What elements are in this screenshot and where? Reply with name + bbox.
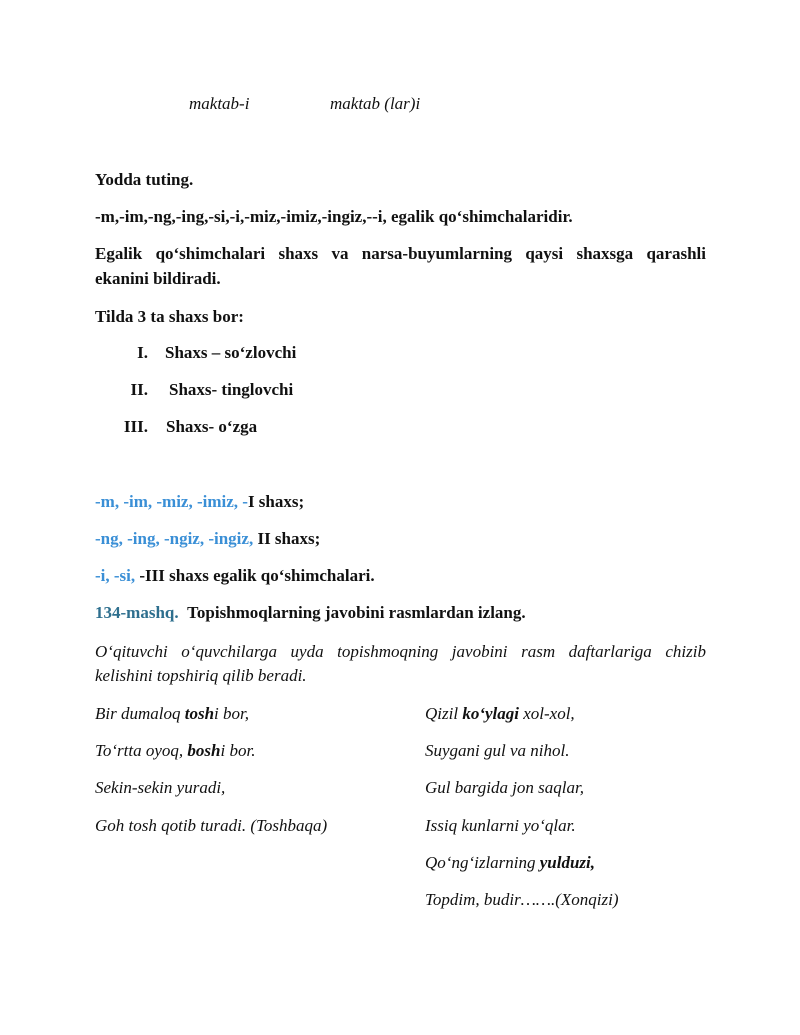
- person-number: III.: [123, 417, 148, 436]
- rule-suffixes-line: -m,-im,-ng,-ing,-si,-i,-miz,-imiz,-ingiz,--i, egalik qo‘shimchalaridir.: [95, 207, 573, 226]
- suffix-label: I shaxs;: [247, 492, 305, 511]
- persons-intro: Tilda 3 ta shaxs bor:: [95, 307, 244, 326]
- example-plural: maktab (lar)i: [330, 94, 421, 113]
- rule-description-line2: ekanini bildiradi.: [95, 269, 221, 288]
- keyword: ko‘ylagi: [462, 704, 519, 723]
- example-singular: maktab-i: [189, 94, 250, 113]
- person-text: Shaxs- o‘zga: [166, 417, 258, 436]
- suffix-label: II shaxs;: [253, 529, 321, 548]
- exercise-heading: [95, 602, 526, 624]
- rule-description-line1: Egalik qo‘shimchalari shaxs va narsa-buyumlarning qaysi shaxsga qarashli: [95, 244, 706, 263]
- riddle-line: Qizil ko‘ylagi xol-xol,: [425, 704, 575, 723]
- riddle-line: Qo‘ng‘izlarning yulduzi,: [425, 853, 596, 872]
- riddle-line: Topdim, budir…….(Xonqizi): [425, 890, 619, 909]
- suffix-list: -i, -si,: [95, 566, 136, 585]
- riddle-line: To‘rtta oyoq, boshi bor.: [95, 741, 256, 760]
- exercise-title: Topishmoqlarning javobini rasmlardan izlang.: [187, 603, 526, 622]
- keyword: yulduzi,: [539, 853, 596, 872]
- exercise-number: 134-mashq.: [95, 603, 179, 622]
- riddle-line: Gul bargida jon saqlar,: [425, 778, 585, 797]
- riddle-line: Bir dumaloq toshi bor,: [95, 704, 249, 723]
- rule-heading: Yodda tuting.: [95, 170, 194, 189]
- keyword: tosh: [184, 704, 215, 723]
- person-text: Shaxs- tinglovchi: [169, 380, 294, 399]
- suffix-group-first-person: [95, 491, 304, 513]
- riddle-line: Suygani gul va nihol.: [425, 741, 570, 760]
- suffix-group-third-person: [95, 565, 375, 587]
- riddle-line: Goh tosh qotib turadi. (Toshbaqa): [95, 816, 328, 835]
- suffix-label: -III shaxs egalik qo‘shimchalari.: [135, 566, 375, 585]
- suffix-list: -ng, -ing, -ngiz, -ingiz,: [95, 529, 254, 548]
- suffix-list: -m, -im, -miz, -imiz, -: [95, 492, 248, 511]
- person-number: II.: [130, 380, 148, 399]
- riddle-line: Issiq kunlarni yo‘qlar.: [425, 816, 576, 835]
- suffix-group-second-person: [95, 528, 320, 550]
- person-text: Shaxs – so‘zlovchi: [165, 343, 297, 362]
- keyword: bosh: [187, 741, 221, 760]
- person-number: I.: [137, 343, 148, 362]
- exercise-instruction-line2: kelishini topshiriq qilib beradi.: [95, 666, 307, 685]
- exercise-instruction-line1: O‘qituvchi o‘quvchilarga uyda topishmoqning javobini rasm daftarlariga chizib: [95, 642, 706, 661]
- riddle-line: Sekin-sekin yuradi,: [95, 778, 226, 797]
